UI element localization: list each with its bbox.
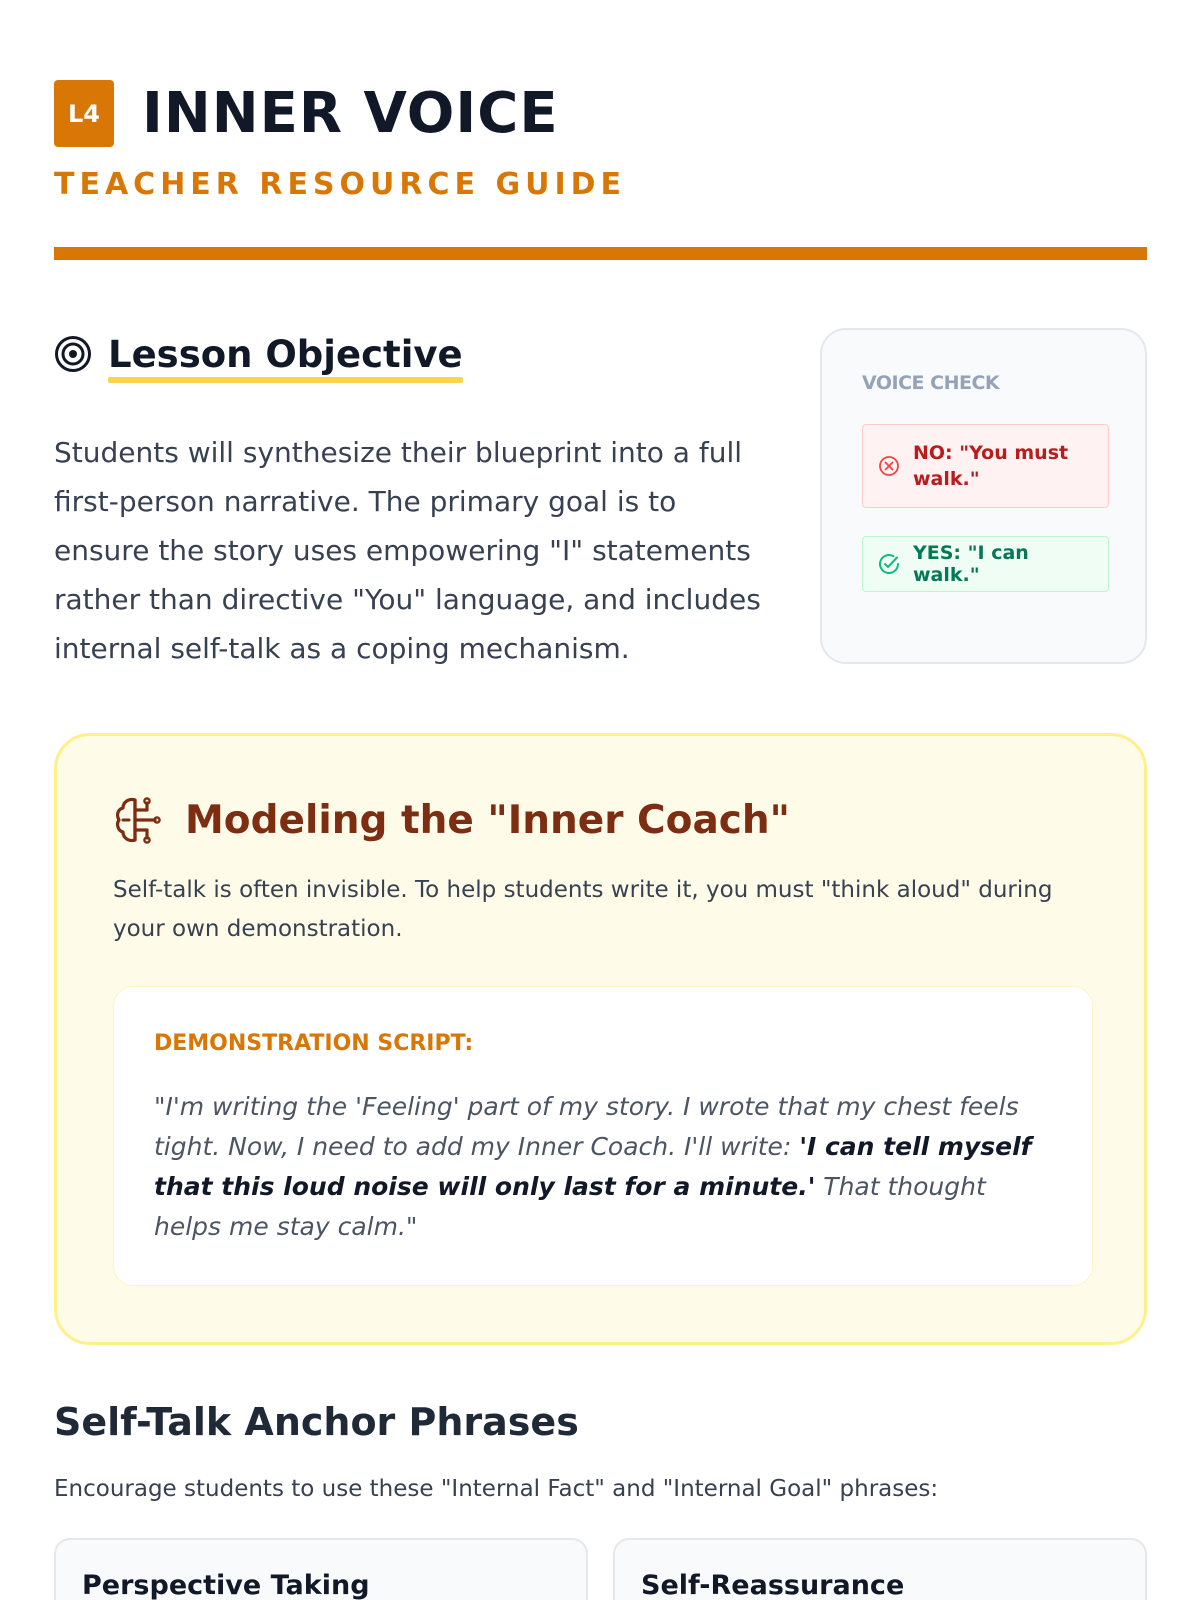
objective-text: Students will synthesize their blueprint into a full first-person narrative. The primary goal is to ensure the story uses empowering "I" statements rather than directive "You" language, and includes internal self-talk as a coping mechanism. [54, 436, 761, 665]
voice-check-card [820, 328, 1147, 664]
objective-title: Lesson Objective [108, 332, 463, 376]
script-bold-phrase: 'I can tell myself that this loud noise will only last for a minute.' [154, 1132, 1032, 1201]
script-body [154, 1087, 1054, 1247]
voice-check-yes [862, 536, 1109, 592]
demonstration-script-card [113, 986, 1093, 1286]
anchor-card-title: Self-Reassurance [641, 1570, 905, 1600]
voice-check-no-text: NO: "You must walk." [913, 442, 1069, 490]
coach-text: Self-talk is often invisible. To help students write it, you must "think aloud" during your own demonstration. [113, 877, 1053, 942]
brain-icon [113, 794, 161, 846]
coach-title: Modeling the "Inner Coach" [185, 797, 790, 843]
anchor-cards [54, 1538, 1147, 1600]
voice-check-yes-text: YES: "I can walk." [913, 542, 1029, 586]
lesson-badge: L4 [54, 80, 114, 147]
header-divider [54, 247, 1147, 260]
page-title: INNER VOICE [142, 81, 559, 146]
objective-heading-row [54, 330, 774, 378]
script-label: DEMONSTRATION SCRIPT: [154, 1031, 474, 1056]
anchors-title: Self-Talk Anchor Phrases [54, 1400, 579, 1444]
inner-coach-section [54, 733, 1147, 1345]
anchor-card-reassurance [613, 1538, 1147, 1600]
script-part-2: That thought helps me stay calm." [154, 1172, 986, 1241]
lesson-objective-section [54, 330, 774, 673]
anchor-card-perspective [54, 1538, 588, 1600]
anchor-phrases-section [54, 1400, 1147, 1600]
check-circle-icon [877, 552, 901, 576]
title-row [54, 80, 1147, 147]
page-subtitle: TEACHER RESOURCE GUIDE [54, 167, 626, 202]
anchors-text: Encourage students to use these "Internal Fact" and "Internal Goal" phrases: [54, 1476, 939, 1502]
voice-check-label: VOICE CHECK [862, 372, 1000, 394]
coach-heading-row [113, 792, 790, 848]
page-header [54, 80, 1147, 202]
anchor-card-title: Perspective Taking [82, 1570, 370, 1600]
script-part-1: "I'm writing the 'Feeling' part of my story. I wrote that my chest feels tight. Now, I need to add my Inner Coach. I'll write: [154, 1092, 1019, 1161]
voice-check-no [862, 424, 1109, 508]
x-circle-icon [877, 454, 901, 478]
target-icon [54, 335, 92, 373]
